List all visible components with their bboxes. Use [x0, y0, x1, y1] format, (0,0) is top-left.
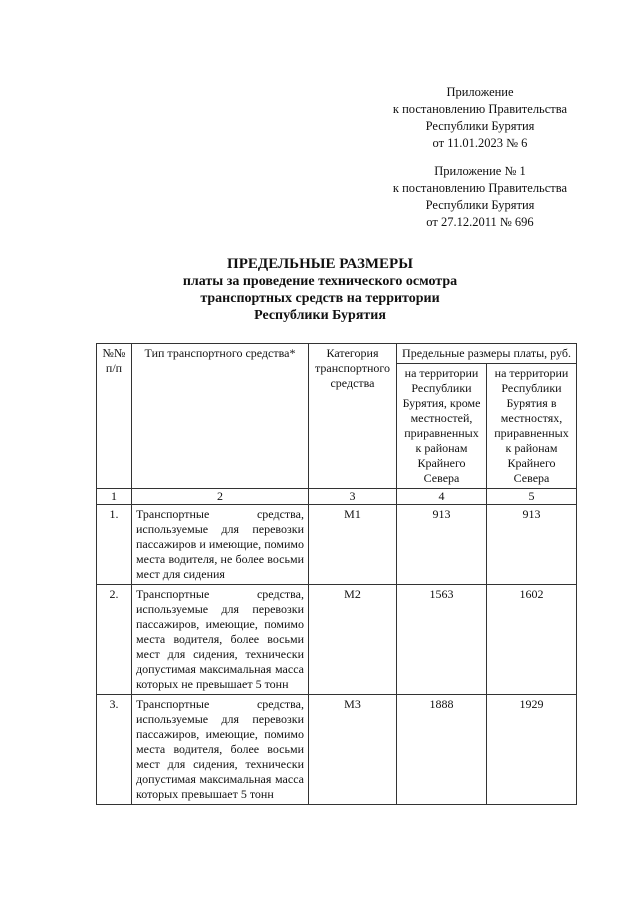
header-fee-north: на территории Республики Бурятия в местностях, приравненных к районам Крайнего Севера	[487, 364, 577, 489]
row-description: Транспортные средства, используемые для перевозки пассажиров и имеющие, помимо места водителя, не более восьми мест для сидения	[132, 505, 309, 585]
header-num: №№ п/п	[97, 344, 132, 489]
col-number: 3	[309, 489, 397, 505]
row-number: 2.	[97, 585, 132, 695]
header-fee-territory: на территории Республики Бурятия, кроме местностей, приравненных к районам Крайнего Севера	[397, 364, 487, 489]
title-line: Республики Бурятия	[254, 308, 386, 323]
fees-table	[96, 343, 577, 805]
header-category: Категория транспортного средства	[309, 344, 397, 489]
header-type: Тип транспортного средства*	[132, 344, 309, 489]
header-fee-group: Предельные размеры платы, руб.	[397, 344, 577, 364]
row-number: 3.	[97, 695, 132, 805]
appendix-original	[380, 163, 580, 231]
appendix-label: Приложение № 1	[434, 164, 526, 178]
row-fee-north: 1602	[487, 585, 577, 695]
title-main: ПРЕДЕЛЬНЫЕ РАЗМЕРЫ	[227, 256, 413, 272]
row-category: M1	[309, 505, 397, 585]
appendix-republic: Республики Бурятия	[425, 119, 535, 133]
appendix-republic: Республики Бурятия	[425, 198, 535, 212]
title-line: платы за проведение технического осмотра	[182, 274, 458, 289]
row-number: 1.	[97, 505, 132, 585]
appendix-label: Приложение	[446, 85, 514, 99]
row-fee-territory: 1563	[397, 585, 487, 695]
col-number: 2	[132, 489, 309, 505]
appendix-to-resolution: к постановлению Правительства	[392, 102, 568, 116]
title-line: транспортных средств на территории	[200, 291, 440, 306]
row-category: M3	[309, 695, 397, 805]
row-fee-territory: 913	[397, 505, 487, 585]
table-row	[97, 585, 577, 695]
column-number-row	[97, 489, 577, 505]
row-fee-north: 913	[487, 505, 577, 585]
appendix-to-resolution: к постановлению Правительства	[392, 181, 568, 195]
col-number: 4	[397, 489, 487, 505]
table-row	[97, 695, 577, 805]
col-number: 1	[97, 489, 132, 505]
document-title	[160, 256, 480, 324]
row-description: Транспортные средства, используемые для перевозки пассажиров, имеющие, помимо места водителя, более восьми мест для сидения, технически допустимая максимальная масса которых превышает 5 тонн	[132, 695, 309, 805]
row-description: Транспортные средства, используемые для перевозки пассажиров, имеющие, помимо места водителя, более восьми мест для сидения, технически допустимая максимальная масса которых не превышает 5 тонн	[132, 585, 309, 695]
col-number: 5	[487, 489, 577, 505]
appendix-date: от 27.12.2011 № 696	[426, 215, 534, 229]
appendix-date: от 11.01.2023 № 6	[432, 136, 528, 150]
table-row	[97, 505, 577, 585]
header-row	[97, 344, 577, 364]
row-fee-north: 1929	[487, 695, 577, 805]
row-category: M2	[309, 585, 397, 695]
appendix-current	[380, 84, 580, 152]
row-fee-territory: 1888	[397, 695, 487, 805]
